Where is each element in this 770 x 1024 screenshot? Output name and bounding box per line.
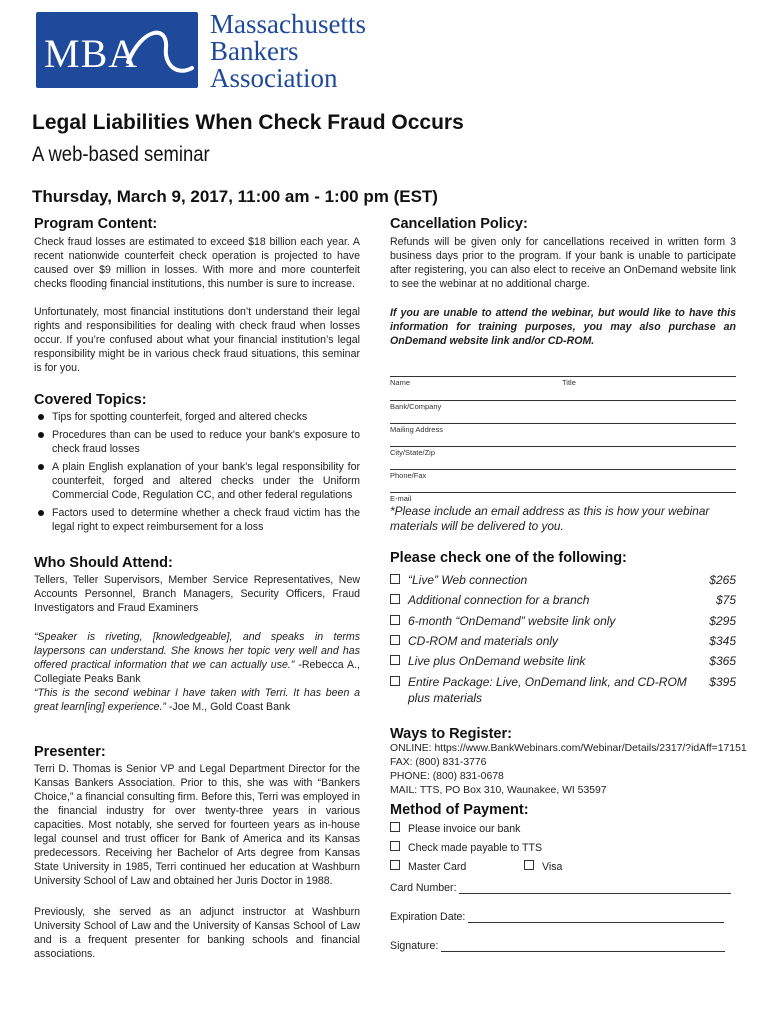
- testimonial-1-quote: “Speaker is riveting, [knowledgeable], and speaks in terms laypersons can understand. She knows her topic very well and has offered practical information that we can actually use.”: [34, 631, 360, 671]
- pay-mastercard-option[interactable]: [390, 860, 466, 873]
- mastercard-checkbox[interactable]: [390, 860, 400, 870]
- who-should-attend-heading: Who Should Attend:: [34, 555, 173, 571]
- signature-label: Signature:: [390, 940, 439, 952]
- phone-fax-field[interactable]: [390, 455, 736, 480]
- expiration-field[interactable]: [390, 911, 724, 923]
- option-price: $295: [709, 614, 736, 628]
- email-note: *Please include an email address as this is how your webinar materials will be delivered to you.: [390, 504, 710, 533]
- pay-check-label: Check made payable to TTS: [408, 842, 543, 854]
- program-para-2: Unfortunately, most financial institutions don’t understand their legal rights and responsibilities for dealing with check fraud when losses occur. If you’re confused about what your financial institution’s legal responsibility might be in various check fraud situations, this seminar is for you.: [34, 306, 360, 374]
- list-item-text: Tips for spotting counterfeit, forged and altered checks: [52, 411, 308, 423]
- card-number-field[interactable]: [390, 882, 731, 894]
- option-checkbox[interactable]: [390, 635, 400, 645]
- bank-company-field[interactable]: [390, 386, 736, 411]
- option-price: $345: [709, 634, 736, 648]
- option-label: Entire Package: Live, OnDemand link, and CD-ROM: [408, 675, 687, 689]
- option-checkbox[interactable]: [390, 676, 400, 686]
- org-name-line-1: Massachusetts: [210, 9, 366, 39]
- option-price: $75: [715, 593, 736, 607]
- page-subtitle: A web-based seminar: [32, 143, 210, 166]
- attendees-text: Tellers, Teller Supervisors, Member Service Representatives, New Accounts Personnel, Branch Managers, Security Officers, Fraud Investigators and Fraud Examiners: [34, 574, 360, 614]
- logo-text: MBA: [44, 31, 139, 76]
- presenter-para-1: Terri D. Thomas is Senior VP and Legal Department Director for the Kansas Bankers Association. Prior to this, she was with “Bankers Choice,” a financial consulting firm. Before this, Terri was employed in the financial industry for over twenty-three years in various capacities. Most notably, she served for fourteen years as in-house legal counsel and trust officer for Bank of America and its Kansas predecessors. Receiving her Bachelor of Arts degree from Kansas State University in 1985, Terri continued her education at Washburn University School of Law and obtained her Juris Doctor in 1988.: [34, 763, 361, 887]
- presenter-heading: Presenter:: [34, 744, 106, 760]
- mailing-address-field[interactable]: [390, 409, 736, 434]
- option-checkbox[interactable]: [390, 574, 400, 584]
- option-checkbox[interactable]: [390, 655, 400, 665]
- option-price: $265: [709, 573, 736, 587]
- city-state-zip-field[interactable]: [390, 432, 736, 457]
- list-item: [34, 460, 360, 502]
- option-cdrom[interactable]: [390, 634, 736, 652]
- option-live-plus-ondemand[interactable]: [390, 654, 736, 672]
- pay-invoice-checkbox[interactable]: [390, 822, 400, 832]
- option-checkbox[interactable]: [390, 594, 400, 604]
- mailing-address-label: Mailing Address: [390, 425, 443, 434]
- pay-check-checkbox[interactable]: [390, 841, 400, 851]
- list-item-text: Procedures than can be used to reduce your bank's exposure to check fraud losses: [52, 429, 360, 455]
- signature-field[interactable]: [390, 940, 725, 952]
- register-phone: PHONE: (800) 831-0678: [390, 771, 504, 782]
- testimonial-2-author: -Joe M., Gold Coast Bank: [165, 701, 291, 713]
- presenter-para-2: Previously, she served as an adjunct instructor at Washburn University School of Law and the University of Kansas School of Law and is a frequent presenter for banking schools and financial associations.: [34, 906, 360, 960]
- name-field[interactable]: [390, 362, 736, 387]
- bullet-icon: [38, 414, 44, 420]
- email-field[interactable]: [390, 478, 736, 503]
- pay-invoice-option[interactable]: [390, 822, 520, 835]
- testimonial-1: [34, 630, 360, 686]
- testimonial-1-author: -Rebecca A., Collegiate Peaks Bank: [34, 659, 360, 685]
- name-label: Name: [390, 378, 411, 387]
- option-extra: plus materials: [408, 691, 483, 705]
- cancellation-text: Refunds will be given only for cancellations received in written form 3 business days prior to the program. If your bank is unable to participate after registering, you can also elect to receive an OnDemand website link to see the webinar at no additional charge.: [390, 236, 736, 290]
- pay-invoice-label: Please invoice our bank: [408, 823, 521, 835]
- covered-topics-heading: Covered Topics:: [34, 392, 147, 408]
- list-item-text: A plain English explanation of your bank's legal responsibility for counterfeit, forged and altered checks under the Uniform Commercial Code, Regulation CC, and other federal regulations: [52, 461, 360, 501]
- pay-visa-option[interactable]: [524, 860, 562, 873]
- event-dateline: Thursday, March 9, 2017, 11:00 am - 1:00 pm (EST): [32, 187, 438, 206]
- option-price: $395: [709, 675, 736, 689]
- option-ondemand[interactable]: [390, 614, 736, 632]
- option-checkbox[interactable]: [390, 615, 400, 625]
- option-entire-package[interactable]: [390, 675, 736, 709]
- register-mail: MAIL: TTS, PO Box 310, Waunakee, WI 53597: [390, 785, 607, 796]
- list-item-text: Factors used to determine whether a check fraud victim has the legal right to expect reimbursement for a loss: [52, 507, 360, 533]
- bullet-icon: [38, 464, 44, 470]
- covered-topics-list: [34, 410, 360, 538]
- city-state-zip-label: City/State/Zip: [390, 448, 436, 457]
- card-number-blank[interactable]: [459, 883, 731, 894]
- signature-blank[interactable]: [441, 941, 725, 952]
- expiration-label: Expiration Date:: [390, 911, 466, 923]
- option-label: Additional connection for a branch: [408, 593, 590, 607]
- bullet-icon: [38, 432, 44, 438]
- email-label: E-mail: [390, 494, 412, 503]
- bullet-icon: [38, 510, 44, 516]
- logo-swoosh-icon: [120, 18, 202, 84]
- visa-label: Visa: [542, 861, 563, 873]
- option-live[interactable]: [390, 573, 736, 591]
- option-additional-branch[interactable]: [390, 593, 736, 611]
- org-name-line-3: Association: [210, 63, 338, 93]
- register-online[interactable]: ONLINE: https://www.BankWebinars.com/Webinar/Details/2317/?idAff=17151: [390, 743, 747, 754]
- option-label: Live plus OnDemand website link: [408, 654, 586, 668]
- page-title: Legal Liabilities When Check Fraud Occurs: [32, 111, 464, 134]
- card-number-label: Card Number:: [390, 882, 457, 894]
- title-label: Title: [562, 378, 576, 387]
- option-label: “Live” Web connection: [408, 573, 528, 587]
- mastercard-label: Master Card: [408, 861, 467, 873]
- cancellation-note: If you are unable to attend the webinar, but would like to have this information for training purposes, you may also purchase an OnDemand website link and/or CD-ROM.: [390, 307, 736, 347]
- options-heading: Please check one of the following:: [390, 550, 627, 566]
- method-of-payment-heading: Method of Payment:: [390, 802, 529, 818]
- phone-fax-label: Phone/Fax: [390, 471, 427, 480]
- ways-to-register-heading: Ways to Register:: [390, 726, 512, 742]
- visa-checkbox[interactable]: [524, 860, 534, 870]
- option-label: CD-ROM and materials only: [408, 634, 559, 648]
- list-item: [34, 410, 360, 424]
- expiration-blank[interactable]: [468, 912, 724, 923]
- org-name-line-2: Bankers: [210, 36, 299, 66]
- program-content-heading: Program Content:: [34, 216, 158, 232]
- list-item: [34, 506, 360, 534]
- program-para-1: Check fraud losses are estimated to exceed $18 billion each year. A recent nationwide counterfeit check operation is projected to have caused over $9 million in losses. With more and more counterfeit checks flooding financial institutions, this number is sure to increase.: [34, 236, 360, 290]
- cancellation-heading: Cancellation Policy:: [390, 216, 528, 232]
- testimonial-2-quote: “This is the second webinar I have taken with Terri. It has been a great learn[ing] experience.”: [34, 687, 360, 713]
- register-fax: FAX: (800) 831-3776: [390, 757, 487, 768]
- bank-company-label: Bank/Company: [390, 402, 442, 411]
- list-item: [34, 428, 360, 456]
- option-label: 6-month “OnDemand” website link only: [408, 614, 616, 628]
- testimonial-2: [34, 686, 360, 714]
- option-price: $365: [709, 654, 736, 668]
- pay-check-option[interactable]: [390, 841, 542, 854]
